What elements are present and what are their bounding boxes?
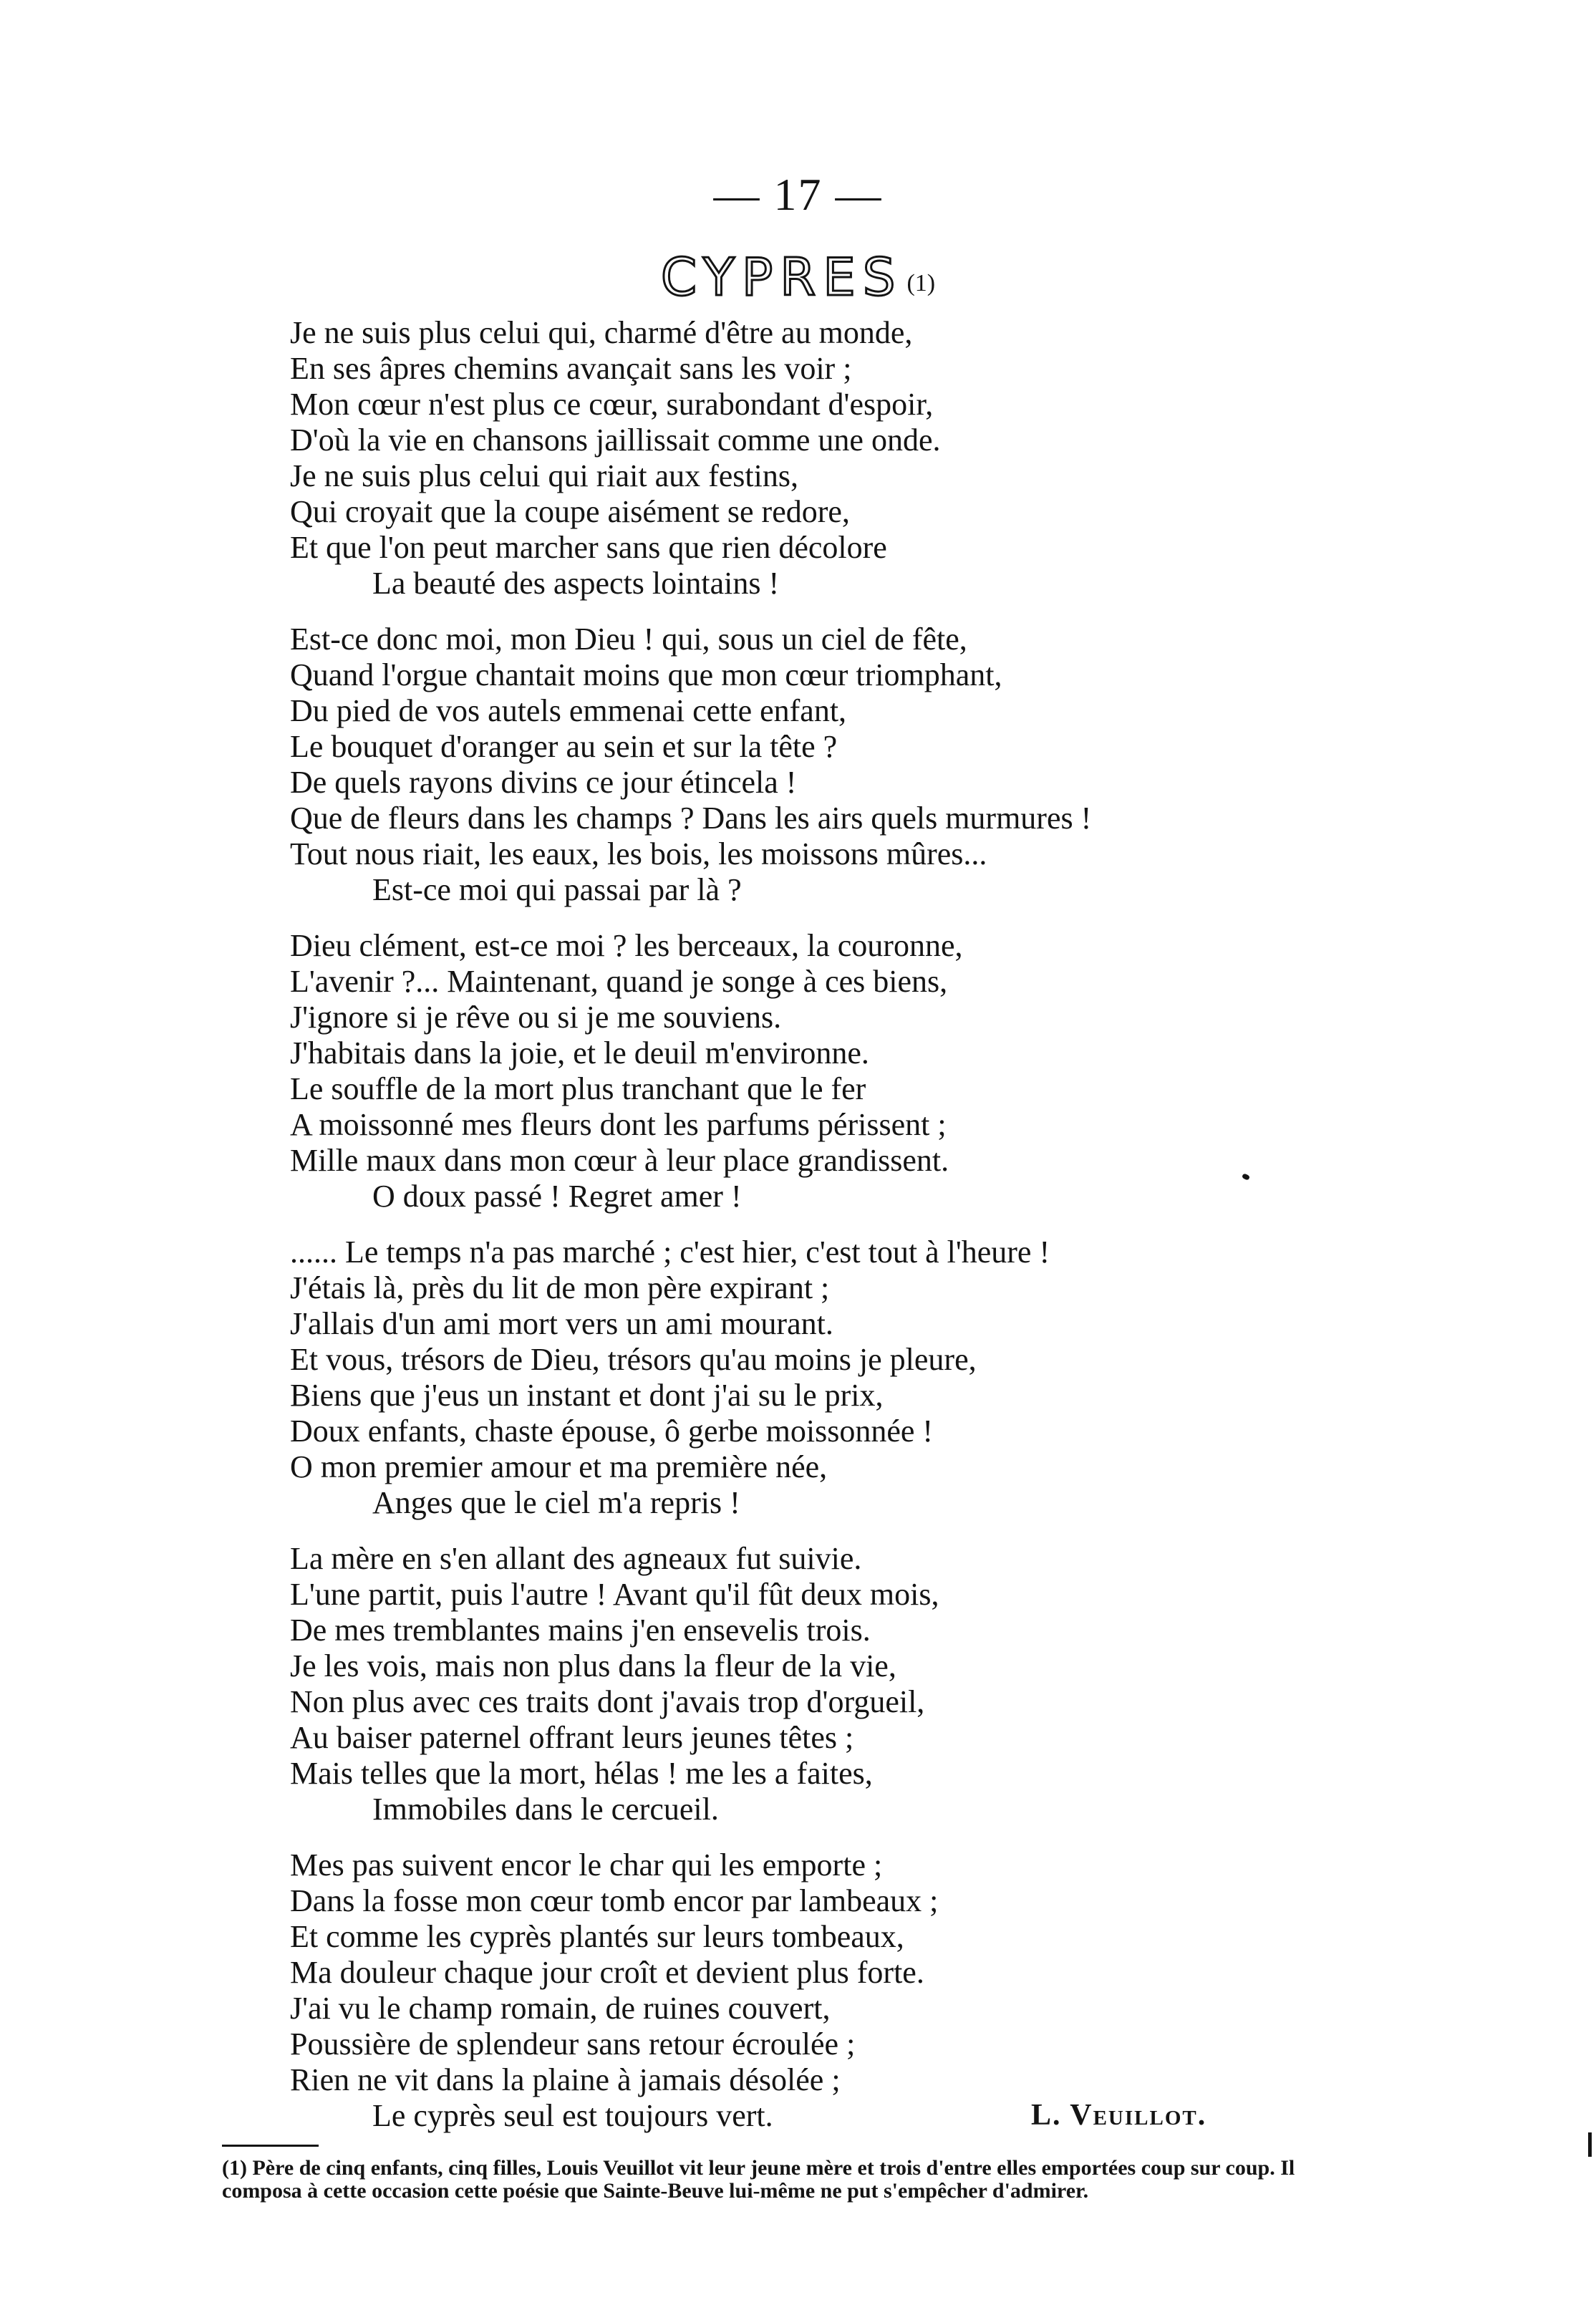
- verse-line: Je les vois, mais non plus dans la fleur de la vie,: [290, 1648, 896, 1683]
- verse-line: J'habitais dans la joie, et le deuil m'environne.: [290, 1035, 869, 1071]
- verse-line: J'étais là, près du lit de mon père expirant ;: [290, 1270, 830, 1305]
- verse-line: Du pied de vos autels emmenai cette enfant,: [290, 693, 847, 728]
- verse-line: Et vous, trésors de Dieu, trésors qu'au moins je pleure,: [290, 1342, 977, 1377]
- verse-line: Quand l'orgue chantait moins que mon cœur triomphant,: [290, 657, 1002, 692]
- verse-line: En ses âpres chemins avançait sans les voir ;: [290, 351, 852, 386]
- verse-line: Dans la fosse mon cœur tomb encor par lambeaux ;: [290, 1883, 939, 1918]
- verse-line: L'une partit, puis l'autre ! Avant qu'il fût deux mois,: [290, 1577, 939, 1612]
- stanza: [290, 315, 1292, 601]
- poem-body: [290, 315, 1292, 2154]
- author-signature: L. Veuillot.: [1031, 2099, 1207, 2132]
- verse-line: Le souffle de la mort plus tranchant que le fer: [290, 1071, 866, 1106]
- verse-line: Et comme les cyprès plantés sur leurs tombeaux,: [290, 1919, 904, 1954]
- verse-refrain: Le cyprès seul est toujours vert.: [372, 2098, 773, 2133]
- stanza: [290, 1234, 1292, 1521]
- verse-line: Qui croyait que la coupe aisément se redore,: [290, 494, 850, 529]
- verse-line: Et que l'on peut marcher sans que rien décolore: [290, 530, 887, 565]
- verse-line: Le bouquet d'oranger au sein et sur la tête ?: [290, 729, 838, 764]
- stanza: [290, 622, 1292, 908]
- verse-line: O mon premier amour et ma première née,: [290, 1449, 828, 1484]
- verse-line: La mère en s'en allant des agneaux fut suivie.: [290, 1541, 862, 1576]
- verse-line: Mes pas suivent encor le char qui les emporte ;: [290, 1847, 883, 1883]
- verse-line: Je ne suis plus celui qui riait aux festins,: [290, 458, 798, 493]
- verse-line: Dieu clément, est-ce moi ? les berceaux, la couronne,: [290, 928, 963, 963]
- verse-line: Tout nous riait, les eaux, les bois, les moissons mûres...: [290, 836, 987, 871]
- stanza: [290, 1541, 1292, 1827]
- verse-line: Poussière de splendeur sans retour écroulée ;: [290, 2026, 856, 2062]
- scan-edge-mark: [1588, 2132, 1592, 2157]
- stanza: [290, 928, 1292, 1214]
- verse-line: Mais telles que la mort, hélas ! me les a faites,: [290, 1756, 873, 1791]
- verse-line: J'allais d'un ami mort vers un ami mourant.: [290, 1306, 833, 1341]
- verse-line: D'où la vie en chansons jaillissait comme une onde.: [290, 422, 941, 458]
- page-number: — 17 —: [713, 169, 883, 220]
- verse-line: Ma douleur chaque jour croît et devient plus forte.: [290, 1955, 924, 1990]
- poem-title-row: [0, 247, 1596, 307]
- verse-refrain: La beauté des aspects lointains !: [372, 566, 780, 601]
- verse-line: Que de fleurs dans les champs ? Dans les airs quels murmures !: [290, 801, 1092, 836]
- verse-line: De quels rayons divins ce jour étincela !: [290, 765, 797, 800]
- verse-refrain: Anges que le ciel m'a repris !: [372, 1485, 740, 1520]
- verse-line: L'avenir ?... Maintenant, quand je songe à ces biens,: [290, 964, 948, 999]
- verse-line: Doux enfants, chaste épouse, ô gerbe moissonnée !: [290, 1414, 934, 1449]
- verse-line: J'ignore si je rêve ou si je me souviens.: [290, 1000, 782, 1035]
- verse-line: Mon cœur n'est plus ce cœur, surabondant d'espoir,: [290, 387, 934, 422]
- verse-line: Rien ne vit dans la plaine à jamais désolée ;: [290, 2062, 841, 2097]
- footnote-divider: [222, 2145, 319, 2147]
- verse-refrain: O doux passé ! Regret amer !: [372, 1179, 742, 1214]
- verse-line: Biens que j'eus un instant et dont j'ai su le prix,: [290, 1378, 884, 1413]
- verse-line: Mille maux dans mon cœur à leur place grandissent.: [290, 1143, 949, 1178]
- verse-refrain: Est-ce moi qui passai par là ?: [372, 872, 742, 907]
- verse-line: Je ne suis plus celui qui, charmé d'être au monde,: [290, 315, 913, 350]
- verse-line: A moissonné mes fleurs dont les parfums périssent ;: [290, 1107, 947, 1142]
- verse-line: J'ai vu le champ romain, de ruines couvert,: [290, 1991, 831, 2026]
- verse-line: Non plus avec ces traits dont j'avais trop d'orgueil,: [290, 1684, 925, 1719]
- verse-line: ...... Le temps n'a pas marché ; c'est hier, c'est tout à l'heure !: [290, 1234, 1050, 1270]
- footnote-marker: (1): [906, 269, 936, 296]
- verse-refrain: Immobiles dans le cercueil.: [372, 1792, 719, 1827]
- verse-line: De mes tremblantes mains j'en ensevelis trois.: [290, 1613, 871, 1648]
- poem-title: CYPRES: [660, 247, 903, 307]
- verse-line: Est-ce donc moi, mon Dieu ! qui, sous un ciel de fête,: [290, 622, 967, 657]
- verse-line: Au baiser paternel offrant leurs jeunes têtes ;: [290, 1720, 854, 1755]
- stanza: [290, 1847, 1292, 2134]
- footnote: (1) Père de cinq enfants, cinq filles, Louis Veuillot vit leur jeune mère et trois d'entre elles emportées coup sur coup. Il composa à cette occasion cette poésie que Sainte-Beuve lui-même ne put s'empêcher d'admirer.: [222, 2156, 1295, 2203]
